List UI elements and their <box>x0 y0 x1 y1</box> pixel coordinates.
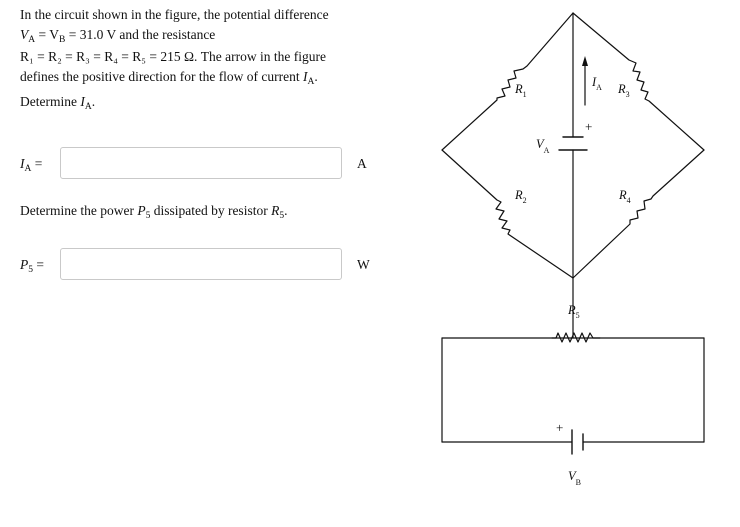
label-r2: $R_2$ <box>515 188 527 205</box>
resistor-r1 <box>442 13 573 150</box>
current-arrow-ia <box>582 56 588 105</box>
question-1-text: Determine $I_A$. <box>20 94 96 112</box>
label-plus-va: + <box>585 119 593 134</box>
label-vb: $V_B$ <box>568 469 581 487</box>
resistor-r2 <box>442 150 573 278</box>
problem-line-3: R₁ = R₂ = R₃ = R₄ = R₅ = 215 Ω. The arrow in the figure <box>20 49 326 64</box>
battery-va <box>559 13 587 278</box>
label-va: $V_A$ <box>536 137 550 155</box>
answer-label-p5: $P_5$ = <box>20 257 44 275</box>
label-r4: $R_4$ <box>619 188 631 205</box>
label-r3: $R_3$ <box>618 82 630 99</box>
label-r5: $R_5$ <box>568 303 580 320</box>
problem-line-4: defines the positive direction for the flow of current $I_A$. <box>20 68 318 87</box>
problem-line-2: $V_A = V_B = 31.0$ V and the resistance <box>20 26 216 45</box>
battery-vb <box>572 430 583 454</box>
answer-label-ia: $I_A$ = <box>20 156 43 174</box>
label-plus-vb: + <box>556 420 564 435</box>
question-2-text: Determine the power $P_5$ dissipated by resistor $R_5$. <box>20 203 288 221</box>
resistor-r4 <box>573 150 704 278</box>
unit-label-w: W <box>357 257 370 272</box>
label-ia: $I_A$ <box>592 75 602 92</box>
label-r1: $R_1$ <box>515 82 527 99</box>
unit-label-a: A <box>357 156 367 171</box>
problem-line-1: In the circuit shown in the figure, the potential difference <box>20 7 329 22</box>
